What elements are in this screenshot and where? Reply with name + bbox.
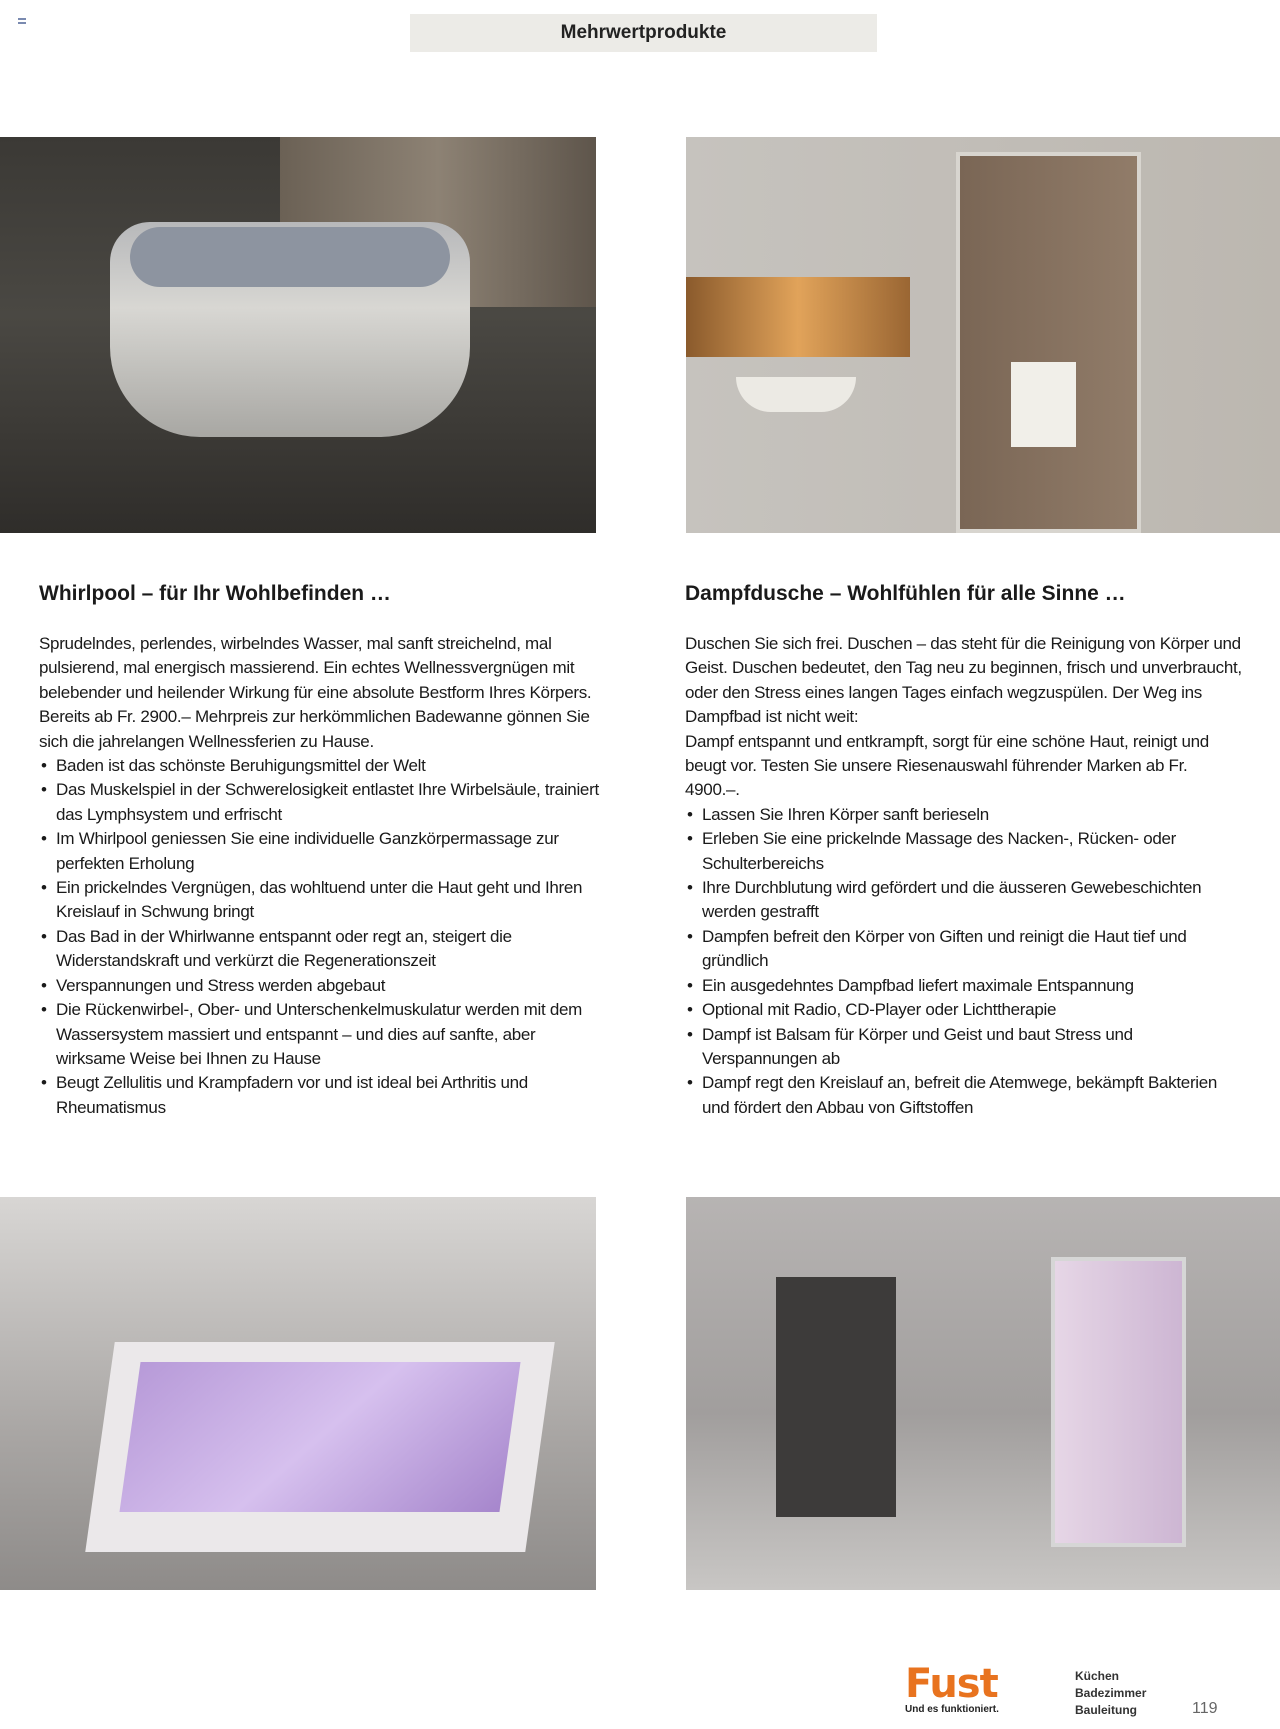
- list-item: • Lassen Sie Ihren Körper sanft berieseln: [685, 803, 1245, 827]
- category: Küchen: [1075, 1669, 1120, 1683]
- whirlpool-purple-photo: [0, 1197, 596, 1590]
- footer-categories: [1075, 1668, 1146, 1719]
- whirlpool-heading: Whirlpool – für Ihr Wohlbefinden …: [39, 582, 391, 605]
- list-item: • Das Muskelspiel in der Schwerelosigkeit entlastet Ihre Wirbelsäule, trainiert das Lymphsystem und erfrischt: [39, 778, 604, 827]
- logo-wordmark: Fust: [905, 1661, 998, 1707]
- menu-icon[interactable]: [18, 18, 26, 24]
- steam-shower-intro: Duschen Sie sich frei. Duschen – das steht für die Reinigung von Körper und Geist. Duschen bedeutet, den Tag neu zu beginnen, frisch und unverbraucht, oder den Stress eines langen Tages einfach wegzuspülen. Der Weg ins Dampfbad ist nicht weit:: [685, 634, 1242, 727]
- fust-logo: [905, 1661, 1045, 1715]
- steam-shower-cabin-photo: [686, 1197, 1280, 1590]
- list-item: • Ihre Durchblutung wird gefördert und die äusseren Gewebeschichten werden gestrafft: [685, 876, 1245, 925]
- steam-shower-bullets: [685, 803, 1245, 1120]
- list-item: • Dampf ist Balsam für Körper und Geist und baut Stress und Verspannungen ab: [685, 1023, 1245, 1072]
- steam-shower-bathroom-photo: [686, 137, 1280, 533]
- steam-shower-text: [685, 632, 1245, 1120]
- section-header: Mehrwertprodukte: [410, 14, 877, 52]
- steam-shower-heading: Dampfdusche – Wohlfühlen für alle Sinne …: [685, 582, 1126, 605]
- whirlpool-text: [39, 632, 604, 1120]
- whirlpool-intro: Sprudelndes, perlendes, wirbelndes Wasser, mal sanft streichelnd, mal pulsierend, mal energisch massierend. Ein echtes Wellnessvergnügen mit belebender und heilender Wirkung für eine absolute Bestform Ihres Körpers. Bereits ab Fr. 2900.– Mehrpreis zur herkömmlichen Badewanne gönnen Sie sich die jahrelangen Wellnessferien zu Hause.: [39, 634, 592, 751]
- list-item: • Verspannungen und Stress werden abgebaut: [39, 974, 604, 998]
- list-item: • Das Bad in der Whirlwanne entspannt oder regt an, steigert die Widerstandskraft und verkürzt die Regenerationszeit: [39, 925, 604, 974]
- whirlpool-freestanding-photo: [0, 137, 596, 533]
- list-item: • Ein prickelndes Vergnügen, das wohltuend unter die Haut geht und Ihren Kreislauf in Schwung bringt: [39, 876, 604, 925]
- list-item: • Im Whirlpool geniessen Sie eine individuelle Ganzkörpermassage zur perfekten Erholung: [39, 827, 604, 876]
- list-item: • Dampf regt den Kreislauf an, befreit die Atemwege, bekämpft Bakterien und fördert den Abbau von Giftstoffen: [685, 1071, 1245, 1120]
- list-item: • Optional mit Radio, CD-Player oder Lichttherapie: [685, 998, 1245, 1022]
- list-item: • Baden ist das schönste Beruhigungsmittel der Welt: [39, 754, 604, 778]
- category: Bauleitung: [1075, 1703, 1137, 1717]
- list-item: • Dampfen befreit den Körper von Giften und reinigt die Haut tief und gründlich: [685, 925, 1245, 974]
- whirlpool-bullets: [39, 754, 604, 1120]
- list-item: • Ein ausgedehntes Dampfbad liefert maximale Entspannung: [685, 974, 1245, 998]
- list-item: • Erleben Sie eine prickelnde Massage des Nacken-, Rücken- oder Schulterbereichs: [685, 827, 1245, 876]
- list-item: • Beugt Zellulitis und Krampfadern vor und ist ideal bei Arthritis und Rheumatismus: [39, 1071, 604, 1120]
- page-number: 119: [1192, 1700, 1218, 1717]
- category: Badezimmer: [1075, 1686, 1147, 1700]
- list-item: • Die Rückenwirbel-, Ober- und Unterschenkelmuskulatur werden mit dem Wassersystem massiert und entspannt – und dies auf sanfte, aber wirksame Weise bei Ihnen zu Hause: [39, 998, 604, 1071]
- logo-slogan: Und es funktioniert.: [905, 1704, 999, 1715]
- steam-shower-intro-2: Dampf entspannt und entkrampft, sorgt für eine schöne Haut, reinigt und beugt vor. Testen Sie unsere Riesenauswahl führender Marken ab Fr. 4900.–.: [685, 731, 1209, 800]
